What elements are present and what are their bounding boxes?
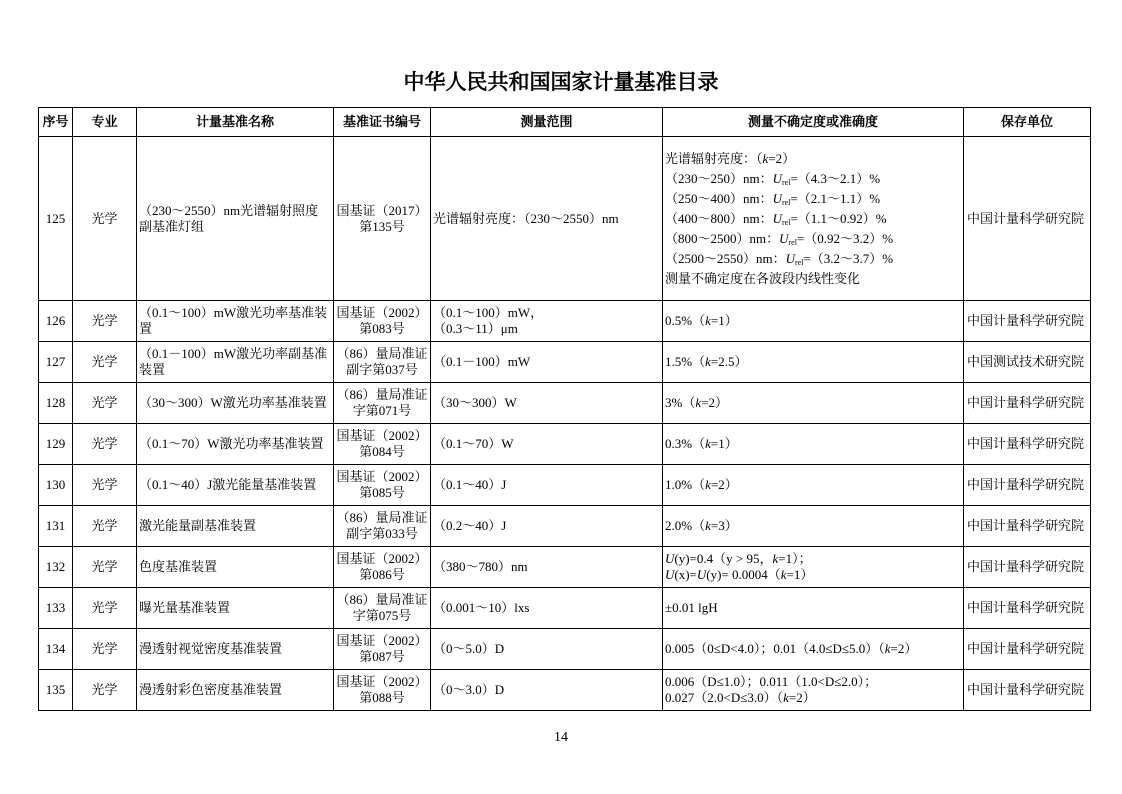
italic-segment: U [779,230,789,246]
italic-segment: k [783,690,789,705]
italic-segment: U [665,551,675,566]
cell-line: （0.1－100）mW激光功率副基准 [139,346,328,361]
cell-line: （0.1～100）mW， [433,305,544,320]
cell-line: 副基准灯组 [139,218,205,234]
header-standard-name: 计量基准名称 [137,108,334,137]
italic-segment: k [695,395,702,410]
text-segment: =（1.1～0.92）% [790,210,887,226]
italic-segment: U [772,190,783,206]
italic-segment: k [780,567,787,582]
cell-line: （30～300）W [433,395,517,410]
cell-uncertainty [663,670,964,711]
text-segment: =（3.2～3.7）% [803,250,894,266]
italic-segment: k [705,477,711,492]
table-row [39,342,1091,383]
cell-line: （0～5.0）D [433,641,505,656]
text-segment: 0.5%（ [665,313,706,328]
cell-custodian: 中国计量科学研究院 [964,629,1091,670]
cell-line: （0.1～40）J激光能量基准装置 [139,477,317,492]
subscript-segment: rel [782,217,791,227]
cell-discipline: 光学 [73,506,137,547]
text-segment: （2500～2550）nm： [665,250,786,266]
cell-line: （380～780）nm [433,559,528,574]
cell-certificate-number [334,383,431,424]
table-row [39,588,1091,629]
cell-uncertainty [663,629,964,670]
cell-line [665,436,961,452]
cell-line: 曝光量基准装置 [139,600,231,615]
cell-serial-number: 131 [39,506,73,547]
cell-line: 0.006（D≤1.0）；0.011（1.0<D≤2.0）； [665,674,878,689]
table-row [39,629,1091,670]
cell-discipline: 光学 [73,465,137,506]
cell-line [665,477,961,493]
cell-line: 国基证（2002） [336,551,428,566]
text-segment: =1） [710,436,738,451]
cell-standard-name [137,670,334,711]
italic-segment: k [705,518,711,533]
text-segment: =3） [710,518,738,533]
cell-standard-name [137,629,334,670]
cell-line [665,641,961,657]
cell-certificate-number [334,547,431,588]
subscript-segment: rel [782,177,791,187]
italic-segment: U [772,210,783,226]
cell-measurement-range [431,342,663,383]
cell-line [665,229,961,249]
cell-line: 色度基准装置 [139,559,218,574]
cell-standard-name [137,342,334,383]
cell-standard-name [137,547,334,588]
text-segment: 3%（ [665,395,696,410]
cell-line: 第087号 [359,649,405,664]
cell-discipline: 光学 [73,588,137,629]
cell-custodian: 中国计量科学研究院 [964,424,1091,465]
text-segment: =2） [788,690,816,705]
cell-certificate-number [334,137,431,301]
text-segment: （800～2500）nm： [665,230,780,246]
cell-certificate-number [334,465,431,506]
cell-line: 第086号 [359,567,405,582]
cell-line: （86）量局准证 [336,387,428,402]
cell-uncertainty [663,465,964,506]
cell-line: （230～2550）nm光谱辐射照度 [139,202,319,218]
text-segment: =1）； [778,551,812,566]
page-number: 14 [554,730,568,745]
cell-standard-name [137,465,334,506]
cell-measurement-range [431,301,663,342]
cell-line: 第085号 [359,485,405,500]
table-row [39,383,1091,424]
cell-line [665,354,961,370]
text-segment: （400～800）nm： [665,210,773,226]
cell-discipline: 光学 [73,137,137,301]
cell-line: 字第071号 [352,403,412,418]
cell-line [665,518,961,534]
cell-certificate-number [334,424,431,465]
cell-line: 测量不确定度在各波段内线性变化 [665,270,861,286]
cell-measurement-range [431,137,663,301]
text-segment: (x)= [674,567,697,582]
cell-standard-name [137,383,334,424]
text-segment: =（4.3～2.1）% [790,170,881,186]
cell-line: 装置 [139,362,166,377]
table-row [39,465,1091,506]
cell-uncertainty [663,383,964,424]
cell-custodian: 中国计量科学研究院 [964,547,1091,588]
italic-segment: U [785,250,796,266]
cell-serial-number: 133 [39,588,73,629]
header-discipline: 专业 [73,108,137,137]
cell-line [665,189,961,209]
text-segment: （250～400）nm： [665,190,773,206]
cell-line: （0.1～70）W激光功率基准装置 [139,436,324,451]
text-segment: =2.5） [710,354,748,369]
cell-line: 漫透射彩色密度基准装置 [139,682,283,697]
text-segment: =2） [701,395,728,410]
italic-segment: U [772,170,783,186]
cell-uncertainty [663,506,964,547]
table-row [39,670,1091,711]
cell-line: （0.1～40）J [433,477,507,492]
cell-uncertainty [663,342,964,383]
text-segment: （230～250）nm： [665,170,773,186]
cell-custodian: 中国计量科学研究院 [964,383,1091,424]
cell-uncertainty [663,588,964,629]
cell-discipline: 光学 [73,629,137,670]
table-row [39,424,1091,465]
cell-certificate-number [334,670,431,711]
cell-certificate-number [334,629,431,670]
cell-line: 副字第037号 [346,362,418,377]
cell-measurement-range [431,670,663,711]
table-row [39,301,1091,342]
cell-custodian: 中国计量科学研究院 [964,301,1091,342]
cell-line: （86）量局准证 [336,346,428,361]
cell-line: 国基证（2002） [336,428,428,443]
cell-serial-number: 130 [39,465,73,506]
cell-line: 第083号 [359,321,405,336]
cell-line: （0～3.0）D [433,682,505,697]
text-segment: 0.027（2.0<D≤3.0）（ [665,690,784,705]
cell-line [665,551,961,567]
italic-segment: k [884,641,891,656]
cell-measurement-range [431,506,663,547]
cell-line [665,690,961,706]
cell-line: （0.3～11）μm [433,321,518,336]
italic-segment: k [705,313,711,328]
cell-line [665,169,961,189]
cell-uncertainty [663,301,964,342]
cell-certificate-number [334,506,431,547]
italic-segment: U [696,567,707,582]
table-row [39,547,1091,588]
text-segment: 1.0%（ [665,477,706,492]
text-segment: =1） [786,567,814,582]
cell-line: （0.1～70）W [433,436,514,451]
cell-line: 副字第033号 [346,526,418,541]
cell-line [665,395,961,411]
cell-standard-name [137,588,334,629]
text-segment: 2.0%（ [665,518,706,533]
cell-discipline: 光学 [73,342,137,383]
cell-line [665,567,961,583]
italic-segment: k [705,354,711,369]
cell-line: 国基证（2002） [336,305,428,320]
cell-line: （0.001～10）lxs [433,600,530,615]
cell-line: 国基证（2002） [336,633,428,648]
cell-discipline: 光学 [73,547,137,588]
cell-certificate-number [334,301,431,342]
cell-custodian: 中国计量科学研究院 [964,588,1091,629]
subscript-segment: rel [782,197,791,207]
page-title: 中华人民共和国国家计量基准目录 [403,71,719,94]
text-segment: 0.005（0≤D<4.0）；0.01（4.0≤D≤5.0）（ [665,641,885,656]
cell-custodian: 中国测试技术研究院 [964,342,1091,383]
text-segment: 0.3%（ [665,436,706,451]
cell-measurement-range [431,629,663,670]
cell-line: （0.2～40）J [433,518,507,533]
header-serial-number: 序号 [39,108,73,137]
header-uncertainty: 测量不确定度或准确度 [663,108,964,137]
text-segment: =1） [710,313,738,328]
cell-line: 激光能量副基准装置 [139,518,257,533]
cell-line: （86）量局准证 [336,510,428,525]
cell-line [665,149,961,169]
cell-discipline: 光学 [73,670,137,711]
cell-measurement-range [431,465,663,506]
cell-custodian: 中国计量科学研究院 [964,465,1091,506]
cell-uncertainty [663,137,964,301]
cell-uncertainty [663,424,964,465]
cell-line: （30～300）W激光功率基准装置 [139,395,327,410]
text-segment: =（2.1～1.1）% [790,190,881,206]
cell-line: 第084号 [359,444,405,459]
table-body [39,137,1091,711]
cell-line: 国基证（2017） [336,202,428,218]
cell-line [665,313,961,329]
text-segment: (y)=0.4（y > 95， [674,551,773,566]
cell-line: （0.1－100）mW [433,354,531,369]
text-segment: =（0.92～3.2）% [796,230,894,246]
cell-line [665,209,961,229]
italic-segment: k [762,150,769,166]
cell-line: 国基证（2002） [336,469,428,484]
cell-standard-name [137,301,334,342]
cell-measurement-range [431,547,663,588]
cell-line [665,249,961,269]
italic-segment: k [705,436,711,451]
cell-line: 第088号 [359,690,405,705]
text-segment: =2） [890,641,918,656]
cell-line: 字第075号 [352,608,412,623]
header-measurement-range: 测量范围 [431,108,663,137]
subscript-segment: rel [795,257,804,267]
cell-serial-number: 127 [39,342,73,383]
cell-serial-number: 129 [39,424,73,465]
cell-serial-number: 126 [39,301,73,342]
cell-serial-number: 128 [39,383,73,424]
cell-discipline: 光学 [73,424,137,465]
cell-line: 国基证（2002） [336,674,428,689]
cell-line: 光谱辐射亮度：（230～2550）nm [433,210,619,226]
italic-segment: k [772,551,779,566]
cell-certificate-number [334,342,431,383]
text-segment: =2） [710,477,738,492]
cell-discipline: 光学 [73,301,137,342]
header-custodian: 保存单位 [964,108,1091,137]
catalog-table [38,107,1091,711]
table-row [39,506,1091,547]
cell-line: 第135号 [359,218,405,234]
text-segment: 1.5%（ [665,354,706,369]
cell-custodian: 中国计量科学研究院 [964,670,1091,711]
cell-uncertainty [663,547,964,588]
header-row [39,108,1091,137]
cell-serial-number: 135 [39,670,73,711]
subscript-segment: rel [788,237,797,247]
cell-standard-name [137,137,334,301]
cell-serial-number: 134 [39,629,73,670]
cell-custodian: 中国计量科学研究院 [964,137,1091,301]
table-row [39,137,1091,301]
cell-line: ±0.01 lgH [665,600,718,615]
cell-line: 漫透射视觉密度基准装置 [139,641,283,656]
cell-measurement-range [431,424,663,465]
cell-line: 置 [139,321,153,336]
text-segment: 光谱辐射亮度：（ [665,150,763,166]
header-certificate-number: 基准证书编号 [334,108,431,137]
cell-serial-number: 132 [39,547,73,588]
cell-measurement-range [431,383,663,424]
cell-measurement-range [431,588,663,629]
text-segment: (y)= 0.0004（ [706,567,781,582]
cell-certificate-number [334,588,431,629]
cell-standard-name [137,424,334,465]
cell-custodian: 中国计量科学研究院 [964,506,1091,547]
cell-line: （0.1～100）mW激光功率基准装 [139,305,328,320]
italic-segment: U [665,567,675,582]
cell-line: （86）量局准证 [336,592,428,607]
text-segment: =2） [768,150,796,166]
cell-discipline: 光学 [73,383,137,424]
cell-serial-number: 125 [39,137,73,301]
cell-standard-name [137,506,334,547]
